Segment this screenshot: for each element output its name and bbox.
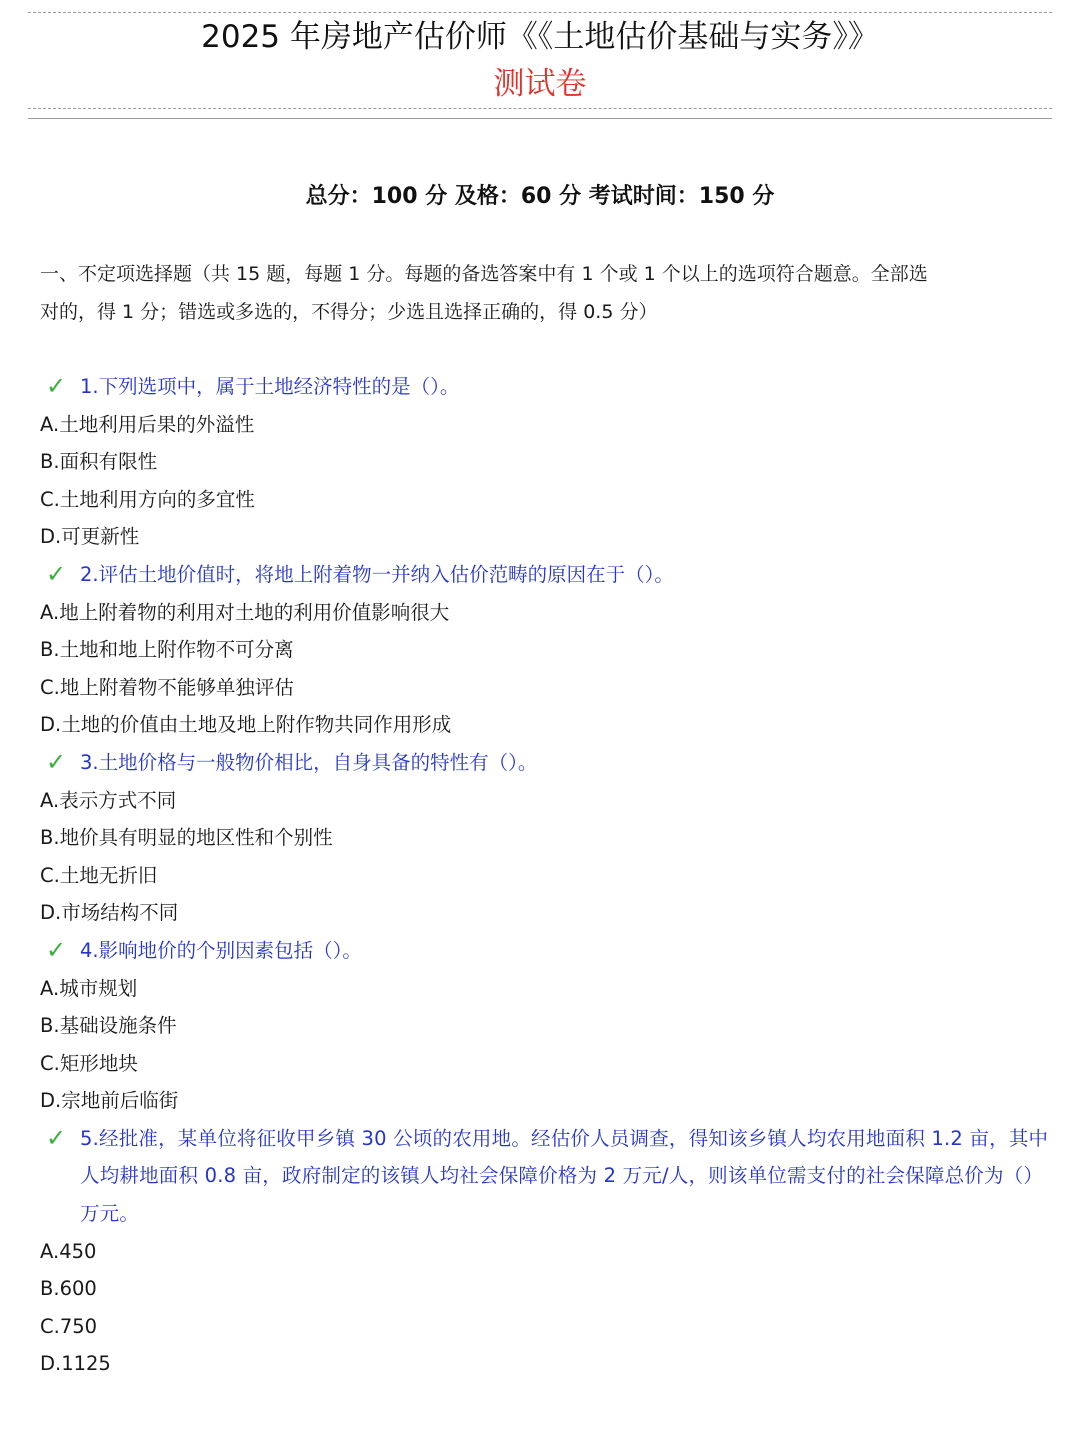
- header-solid-divider: [28, 118, 1052, 119]
- exam-title: 2025 年房地产估价师《《土地估价基础与实务》》: [201, 19, 879, 55]
- question-text: 1.下列选项中，属于土地经济特性的是（）。: [80, 375, 460, 398]
- check-icon: ✓: [46, 747, 67, 776]
- check-icon: ✓: [46, 1123, 67, 1152]
- answer-option: B.面积有限性: [40, 450, 158, 474]
- score-info: 总分：100 分 及格：60 分 考试时间：150 分: [305, 184, 775, 209]
- answer-option: B.基础设施条件: [40, 1014, 177, 1038]
- exam-subtitle: 测试卷: [493, 66, 587, 102]
- question-stem: [40, 932, 1050, 970]
- question-text: 4.影响地价的个别因素包括（）。: [80, 938, 362, 962]
- question-stem: [40, 744, 1050, 782]
- check-icon: ✓: [46, 935, 67, 964]
- answer-option: B.600: [40, 1277, 97, 1301]
- answer-option: D.土地的价值由土地及地上附作物共同作用形成: [40, 713, 452, 737]
- answer-option: D.1125: [40, 1352, 111, 1376]
- header-dashed-divider: [28, 108, 1052, 109]
- answer-option: D.市场结构不同: [40, 901, 179, 925]
- check-icon: ✓: [46, 559, 67, 588]
- answer-option: A.城市规划: [40, 976, 138, 1000]
- section-instructions: 一、不定项选择题（共 15 题，每题 1 分。每题的备选答案中有 1 个或 1 个以上的选项符合题意。全部选对的，得 1 分；错选或多选的，不得分；少选且选择正确的，得 0.5 分）: [40, 263, 928, 323]
- answer-option: C.矩形地块: [40, 1051, 138, 1075]
- question-text: 3.土地价格与一般物价相比，自身具备的特性有（）。: [80, 750, 538, 774]
- question-stem: [40, 1120, 1050, 1233]
- answer-option: C.750: [40, 1314, 98, 1338]
- answer-option: D.宗地前后临街: [40, 1089, 179, 1113]
- question-stem: [40, 368, 1050, 406]
- answer-option: C.土地无折旧: [40, 863, 158, 887]
- answer-option: A.表示方式不同: [40, 788, 177, 812]
- answer-option: B.土地和地上附作物不可分离: [40, 638, 294, 662]
- answer-option: A.450: [40, 1239, 97, 1263]
- answer-option: C.地上附着物不能够单独评估: [40, 675, 294, 699]
- question-list: [40, 368, 1050, 1383]
- check-icon: ✓: [46, 372, 67, 400]
- answer-option: A.土地利用后果的外溢性: [40, 412, 255, 436]
- question-text: 5.经批准，某单位将征收甲乡镇 30 公顷的农用地。经估价人员调查，得知该乡镇人均农用地面积 1.2 亩，其中人均耕地面积 0.8 亩，政府制定的该镇人均社会保障价格为 2 万元/人，则该单位需支付的社会保障总价为（）万元。: [80, 1126, 1049, 1226]
- top-dashed-divider: [28, 12, 1052, 13]
- question-stem: [40, 556, 1050, 594]
- answer-option: A.地上附着物的利用对土地的利用价值影响很大: [40, 600, 450, 624]
- answer-option: B.地价具有明显的地区性和个别性: [40, 826, 333, 850]
- answer-option: C.土地利用方向的多宜性: [40, 487, 255, 511]
- question-text: 2.评估土地价值时，将地上附着物一并纳入估价范畴的原因在于（）。: [80, 562, 674, 586]
- answer-option: D.可更新性: [40, 525, 140, 549]
